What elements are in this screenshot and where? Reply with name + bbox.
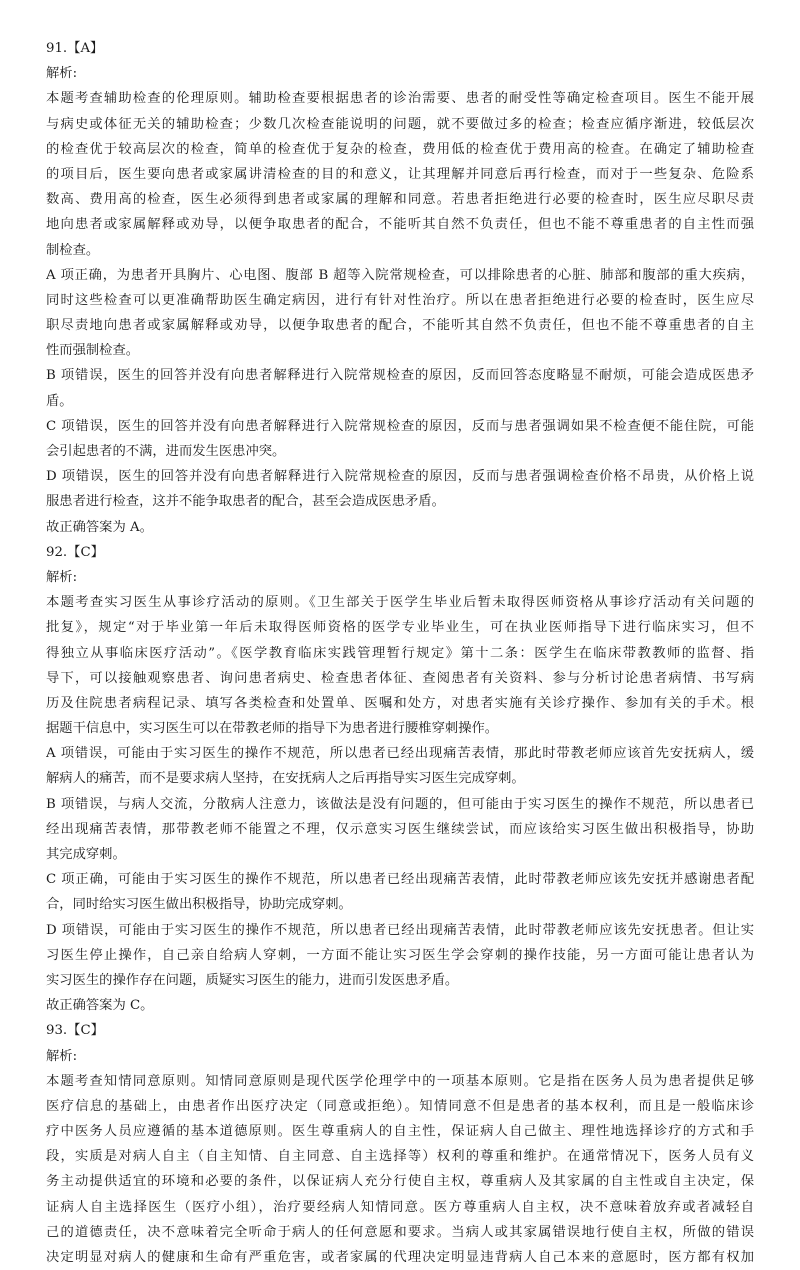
text-line: C 项错误，医生的回答并没有向患者解释进行入院常规检查的原因，反而与患者强调如果不检查便不能住院，可能 xyxy=(46,418,754,434)
text-line: 性而强制检查。 xyxy=(46,343,140,359)
text-line: 服患者进行检查，这并不能争取患者的配合，甚至会造成医患矛盾。 xyxy=(46,494,445,510)
paragraph xyxy=(46,515,754,540)
text-line: 制检查。 xyxy=(46,242,100,258)
text-line: 医疗信息的基础上，由患者作出医疗决定（同意或拒绝）。知情同意不但是患者的基本权利，而且是一般临床诊 xyxy=(46,1098,754,1114)
text-line: D 项错误，医生的回答并没有向患者解释进行入院常规检查的原因，反而与患者强调检查价格不昂贵，从价格上说 xyxy=(46,469,754,485)
text-line: 己的道德责任，决不意味着完全听命于病人的任何意愿和要求。当病人或其家属错误地行使自主权，所做的错误 xyxy=(46,1224,754,1240)
text-line: C 项正确，可能由于实习医生的操作不规范，所以患者已经出现痛苦表情，此时带教老师应该先安抚并感谢患者配 xyxy=(46,872,754,888)
text-line: 与病史或体征无关的辅助检查；少数几次检查能说明的问题，就不要做过多的检查；检查应循序渐进，较低层次 xyxy=(46,116,754,132)
text-line: A 项正确，为患者开具胸片、心电图、腹部 B 超等入院常规检查，可以排除患者的心脏、肺部和腹部的重大疾病， xyxy=(46,267,754,283)
text-line: 其完成穿刺。 xyxy=(46,847,126,862)
text-line: 务主动提供适宜的环境和必要的条件，以保证病人充分行使自主权，尊重病人及其家属的自主性或自主决定，保 xyxy=(46,1174,754,1190)
text-line: 证病人自主选择医生（医疗小组），治疗要经病人知情同意。医方尊重病人自主权，决不意味着放弃或者减轻自 xyxy=(46,1199,754,1215)
paragraph xyxy=(46,792,754,868)
paragraph xyxy=(46,464,754,514)
text-line: 地向患者或家属解释或劝导，以便争取患者的配合，不能听其自然不负责任，但也不能不尊重患者的自主性而强 xyxy=(46,217,754,233)
text-line: B 项错误，与病人交流，分散病人注意力，该做法是没有问题的，但可能由于实习医生的操作不规范，所以患者已 xyxy=(46,796,754,812)
text-line: 本题考查知情同意原则。知情同意原则是现代医学伦理学中的一项基本原则。它是指在医务人员为患者提供足够 xyxy=(46,1073,754,1089)
paragraph xyxy=(46,414,754,464)
analysis-label: 解析: xyxy=(46,66,78,82)
text-line: 习医生停止操作，自己亲自给病人穿刺，一方面不能让实习医生学会穿刺的操作技能，另一方面可能让患者认为 xyxy=(46,947,754,963)
text-line: 合，同时给实习医生做出积极指导，协助完成穿刺。 xyxy=(46,897,352,913)
paragraph xyxy=(46,993,754,1018)
paragraph xyxy=(46,867,754,917)
paragraph xyxy=(46,741,754,791)
text-line: 故正确答案为 C。 xyxy=(46,998,154,1014)
text-line: 本题考查实习医生从事诊疗活动的原则。《卫生部关于医学生毕业后暂未取得医师资格从事诊疗活动有关问题的 xyxy=(46,595,754,611)
paragraph xyxy=(46,86,754,262)
text-line: 据题干信息中，实习医生可以在带教老师的指导下为患者进行腰椎穿刺操作。 xyxy=(46,721,499,737)
question-number: 92.【C】 xyxy=(46,544,104,560)
paragraph xyxy=(46,918,754,994)
text-line: D 项错误，可能由于实习医生的操作不规范，所以患者已经出现痛苦表情，此时带教老师应该先安抚患者。但让实 xyxy=(46,922,754,938)
document-page xyxy=(46,36,754,1270)
text-line: 疗中医务人员应遵循的基本道德原则。医生尊重病人的自主性，保证病人自己做主、理性地选择诊疗的方式和手 xyxy=(46,1124,754,1140)
text-line: 决定明显对病人的健康和生命有严重危害，或者家属的代理决定明显违背病人自己本来的意愿时，医方都有权加 xyxy=(46,1250,754,1265)
text-line: 得独立从事临床医疗活动”。《医学教育临床实践管理暂行规定》第十二条：医学生在临床带教教师的监督、指 xyxy=(46,645,754,661)
text-line: B 项错误，医生的回答并没有向患者解释进行入院常规检查的原因，反而回答态度略显不耐烦，可能会造成医患矛 xyxy=(46,368,754,384)
analysis-label: 解析: xyxy=(46,569,78,585)
question-number: 93.【C】 xyxy=(46,1023,104,1039)
text-line: 历及住院患者病程记录、填写各类检查和处置单、医嘱和处方，对患者实施有关诊疗操作、参加有关的手术。根 xyxy=(46,695,754,711)
text-line: 批复》，规定“对于毕业第一年后未取得医师资格的医学专业毕业生，可在执业医师指导下进行临床实习，但不 xyxy=(46,620,754,636)
text-line: 实习医生的操作存在问题，质疑实习医生的能力，进而引发医患矛盾。 xyxy=(46,972,459,988)
text-line: 本题考查辅助检查的伦理原则。辅助检查要根据患者的诊治需要、患者的耐受性等确定检查项目。医生不能开展 xyxy=(46,91,754,107)
text-line: 盾。 xyxy=(46,393,73,409)
text-line: 数高、费用高的检查，医生必须得到患者或家属的理解和同意。若患者拒绝进行必要的检查时，医生应尽职尽责 xyxy=(46,192,754,208)
paragraph xyxy=(46,590,754,741)
analysis-label: 解析: xyxy=(46,1048,78,1064)
text-line: 同时这些检查可以更准确帮助医生确定病因，进行有针对性治疗。所以在患者拒绝进行必要的检查时，医生应尽 xyxy=(46,292,754,308)
text-line: 经出现痛苦表情，那带教老师不能置之不理，仅示意实习医生继续尝试，而应该给实习医生做出积极指导，协助 xyxy=(46,821,754,837)
text-line: 解病人的痛苦，而不是要求病人坚持，在安抚病人之后再指导实习医生完成穿刺。 xyxy=(46,771,525,787)
text-line: 的检查优于较高层次的检查，简单的检查优于复杂的检查，费用低的检查优于费用高的检查。在确定了辅助检查 xyxy=(46,141,754,157)
text-line: 会引起患者的不满，进而发生医患冲突。 xyxy=(46,444,286,459)
paragraph xyxy=(46,263,754,364)
text-line: A 项错误，可能由于实习医生的操作不规范，所以患者已经出现痛苦表情，那此时带教老师应该首先安抚病人，缓 xyxy=(46,746,754,762)
text-line: 导下，可以接触观察患者、询问患者病史、检查患者体征、查阅患者有关资料、参与分析讨论患者病情、书写病 xyxy=(46,670,754,686)
text-line: 的项目后，医生要向患者或家属讲清检查的目的和意义，让其理解并同意后再行检查，而对于一些复杂、危险系 xyxy=(46,166,754,182)
question-number: 91.【A】 xyxy=(46,41,104,56)
paragraph xyxy=(46,363,754,413)
text-line: 故正确答案为 A。 xyxy=(46,519,153,535)
text-line: 段，实质是对病人自主（自主知情、自主同意、自主选择等）权利的尊重和维护。在通常情况下，医务人员有义 xyxy=(46,1149,754,1165)
paragraph xyxy=(46,1069,754,1270)
text-line: 职尽责地向患者或家属解释或劝导，以便争取患者的配合，不能听其自然不负责任，但也不能不尊重患者的自主 xyxy=(46,318,754,334)
